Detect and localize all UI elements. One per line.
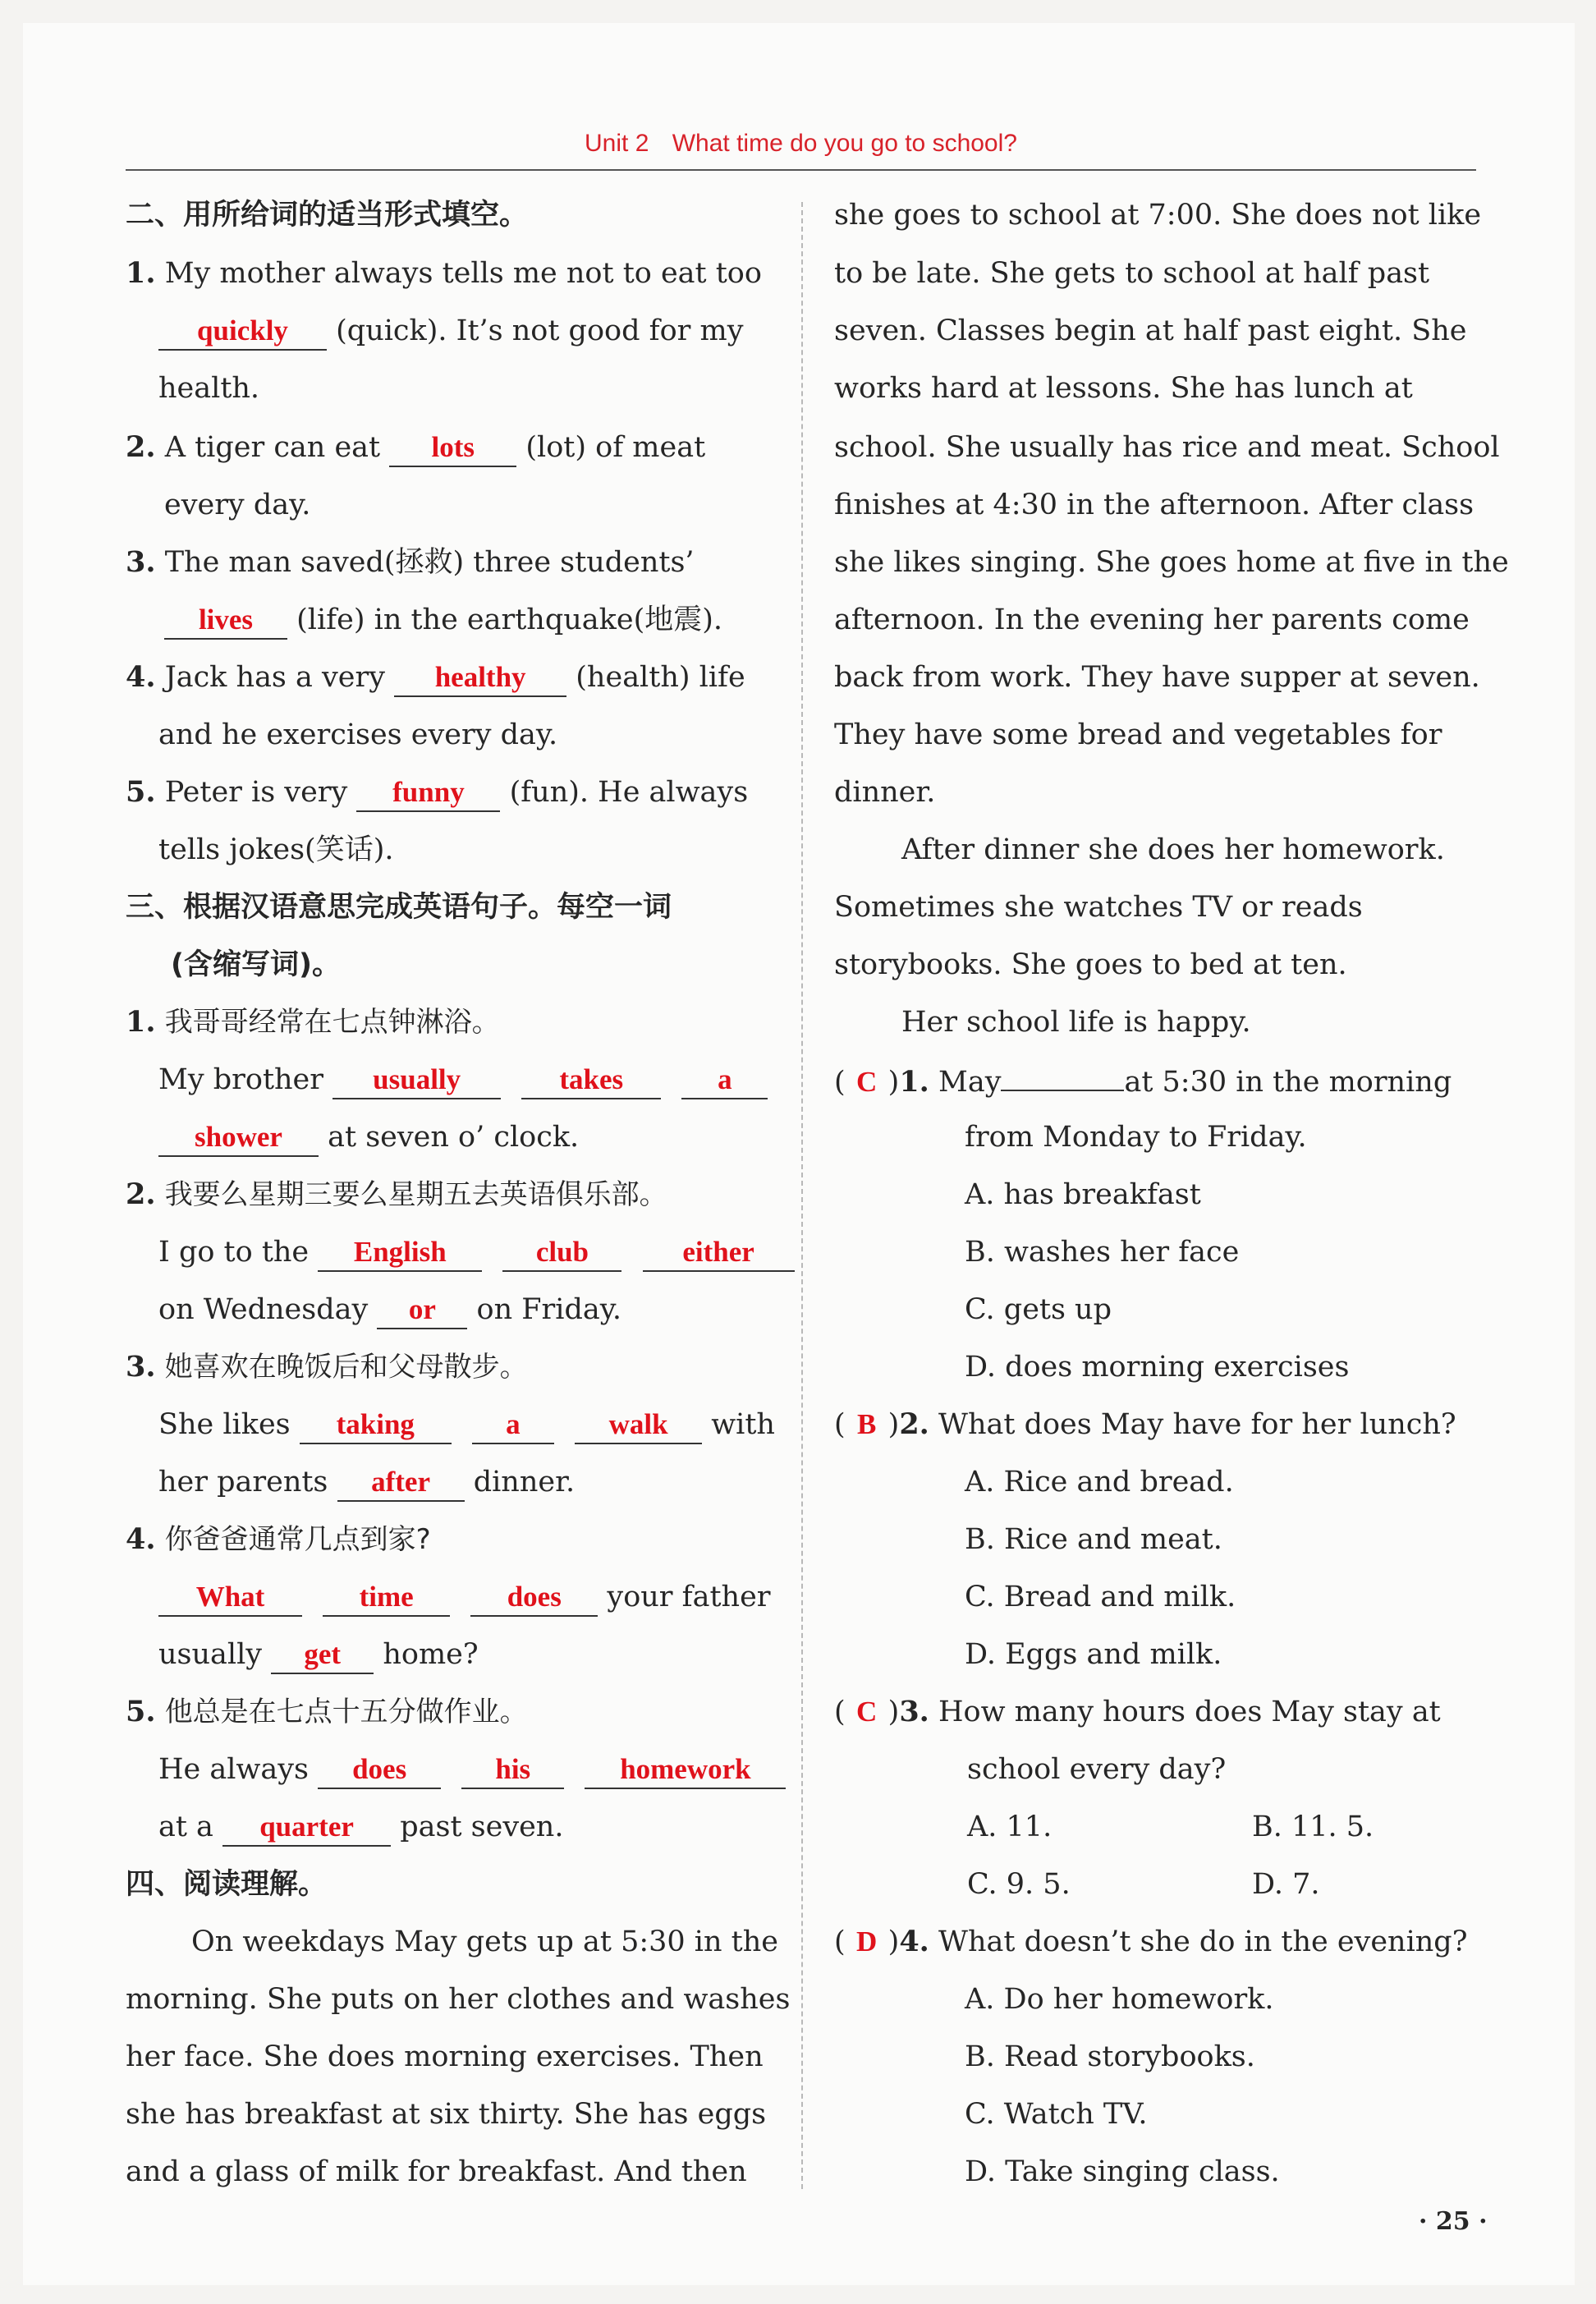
question-text: at seven o’ clock. — [328, 1121, 580, 1154]
passage-line: morning. She puts on her clothes and washes — [126, 1983, 791, 2016]
answer-blank: homework — [585, 1753, 786, 1789]
s2-q4-line2: and he exercises every day. — [158, 718, 558, 751]
question-text: Peter is very — [164, 776, 348, 809]
mc-option: C. gets up — [965, 1293, 1112, 1326]
question-number: 1. — [899, 1065, 929, 1099]
passage-line: she likes singing. She goes home at five in the — [834, 546, 1509, 579]
s3-q2-zh — [126, 1177, 667, 1213]
unit-title: What time do you go to school? — [672, 130, 1017, 157]
s3-q5-zh — [126, 1694, 528, 1730]
question-number: 1. — [126, 1005, 156, 1039]
question-number: 2. — [899, 1407, 929, 1441]
question-text: home? — [383, 1638, 479, 1671]
question-text: A tiger can eat — [164, 431, 381, 464]
question-text: May — [938, 1066, 1002, 1099]
section2-heading: 二、用所给词的适当形式填空。 — [126, 199, 529, 232]
question-text: The man saved(拯救) three students’ — [164, 546, 695, 579]
answer-blank: lots — [389, 431, 516, 467]
s2-q1-line1 — [126, 255, 762, 291]
s2-q5-line2: tells jokes(笑话). — [158, 833, 394, 866]
question-text: her parents — [158, 1466, 328, 1499]
answer-blank: shower — [158, 1121, 319, 1157]
question-text: She likes — [158, 1408, 291, 1441]
passage-line: finishes at 4:30 in the afternoon. After class — [834, 489, 1474, 521]
passage-line: to be late. She gets to school at half past — [834, 257, 1430, 290]
unit-label: Unit 2 — [585, 130, 649, 157]
question-text: your father — [607, 1581, 771, 1613]
question-number: 4. — [126, 1522, 156, 1556]
answer-blank: a — [681, 1063, 768, 1099]
s3-q5-line2 — [158, 1809, 563, 1847]
mc-question-4: ( D )4. What doesn’t she do in the evening? — [834, 1925, 1468, 1958]
mc-answer: C — [856, 1066, 878, 1098]
question-text: at 5:30 in the morning — [1124, 1066, 1452, 1099]
passage-line: After dinner she does her homework. — [901, 833, 1445, 866]
s3-q2-line1 — [158, 1234, 795, 1272]
answer-blank: quickly — [158, 314, 327, 351]
chinese-prompt: 我要么星期三要么星期五去英语俱乐部。 — [164, 1178, 667, 1211]
s3-q2-line2 — [158, 1292, 621, 1329]
passage-line: They have some bread and vegetables for — [834, 718, 1442, 751]
mc-option: D. Eggs and milk. — [965, 1638, 1222, 1671]
mc-option: A. Rice and bread. — [965, 1466, 1234, 1499]
answer-blank: does — [470, 1581, 598, 1617]
passage-line: Her school life is happy. — [901, 1006, 1251, 1039]
answer-blank: lives — [164, 604, 287, 640]
empty-blank — [1001, 1062, 1124, 1091]
section3-heading-cont: (含缩写词)。 — [171, 948, 341, 981]
question-text: on Wednesday — [158, 1293, 369, 1326]
s3-q1-line2 — [158, 1119, 579, 1157]
answer-blank: funny — [356, 776, 500, 812]
s2-q3-line2 — [164, 602, 722, 640]
passage-line: On weekdays May gets up at 5:30 in the — [191, 1925, 778, 1958]
passage-line: school. She usually has rice and meat. School — [834, 431, 1500, 464]
question-number: 5. — [126, 775, 156, 809]
answer-blank: walk — [575, 1408, 702, 1444]
chinese-prompt: 他总是在七点十五分做作业。 — [164, 1696, 528, 1728]
question-text: past seven. — [400, 1811, 564, 1843]
mc-question-3: ( C )3. How many hours does May stay at — [834, 1695, 1441, 1728]
question-text: I go to the — [158, 1236, 310, 1269]
question-text: with — [711, 1408, 775, 1441]
s2-q2-line2: every day. — [164, 489, 311, 521]
question-text: My mother always tells me not to eat too — [164, 257, 762, 290]
page-number: · 25 · — [1419, 2207, 1488, 2236]
s3-q3-zh — [126, 1349, 528, 1385]
answer-blank: takes — [521, 1063, 661, 1099]
mc-option: D. does morning exercises — [965, 1351, 1350, 1384]
answer-blank: taking — [300, 1408, 452, 1444]
question-text: Jack has a very — [164, 661, 385, 694]
chinese-prompt: 你爸爸通常几点到家? — [164, 1523, 431, 1556]
section3-heading: 三、根据汉语意思完成英语句子。每空一词 — [126, 891, 672, 924]
mc-answer: B — [856, 1408, 877, 1440]
s3-q4-line1 — [158, 1579, 771, 1617]
mc-option: B. 11. 5. — [1252, 1811, 1374, 1843]
answer-blank: What — [158, 1581, 302, 1617]
question-text: (fun). He always — [509, 776, 749, 809]
mc-option: A. Do her homework. — [965, 1983, 1274, 2016]
mc-option: C. 9. 5. — [967, 1868, 1071, 1901]
passage-line: seven. Classes begin at half past eight. She — [834, 314, 1467, 347]
s3-q4-line2 — [158, 1636, 479, 1674]
question-text: (health) life — [576, 661, 745, 694]
question-text: school every day? — [967, 1753, 1227, 1786]
s3-q3-line1 — [158, 1407, 775, 1444]
question-text: usually — [158, 1638, 263, 1671]
answer-blank: his — [461, 1753, 564, 1789]
chinese-prompt: 她喜欢在晚饭后和父母散步。 — [164, 1351, 528, 1384]
question-text: What does May have for her lunch? — [938, 1408, 1456, 1441]
answer-blank: club — [502, 1236, 621, 1272]
s2-q1-line3: health. — [158, 372, 260, 405]
question-text: He always — [158, 1753, 309, 1786]
question-text: How many hours does May stay at — [938, 1696, 1441, 1728]
question-text: from Monday to Friday. — [965, 1121, 1307, 1154]
answer-blank: a — [472, 1408, 554, 1444]
question-text: My brother — [158, 1063, 323, 1096]
mc-option: C. Bread and milk. — [965, 1581, 1236, 1613]
question-number: 2. — [126, 430, 156, 464]
question-number: 3. — [899, 1695, 929, 1728]
passage-line: she goes to school at 7:00. She does not like — [834, 199, 1482, 232]
passage-line: her face. She does morning exercises. Then — [126, 2040, 764, 2073]
question-number: 3. — [126, 545, 156, 579]
mc-option: A. has breakfast — [965, 1178, 1201, 1211]
mc-option: B. washes her face — [965, 1236, 1240, 1269]
column-divider — [801, 202, 803, 2189]
s2-q1-line2 — [158, 313, 743, 351]
question-text: (quick). It’s not good for my — [336, 314, 744, 347]
answer-blank: or — [377, 1293, 467, 1329]
question-text: (life) in the earthquake(地震). — [296, 604, 723, 636]
s3-q5-line1 — [158, 1751, 786, 1789]
s3-q3-line2 — [158, 1464, 575, 1502]
mc-question-1: ( C )1. May at 5:30 in the morning — [834, 1062, 1452, 1100]
question-text: on Friday. — [476, 1293, 622, 1326]
mc-answer: C — [856, 1696, 878, 1728]
s3-q4-zh — [126, 1521, 431, 1558]
s2-q3-line1 — [126, 544, 695, 581]
mc-option: D. 7. — [1252, 1868, 1320, 1901]
page-header — [126, 130, 1476, 158]
answer-blank: usually — [332, 1063, 501, 1099]
mc-option: C. Watch TV. — [965, 2098, 1148, 2131]
s2-q4-line1 — [126, 659, 745, 697]
mc-question-2: ( B )2. What does May have for her lunch? — [834, 1407, 1456, 1441]
answer-blank: English — [318, 1236, 482, 1272]
passage-line: storybooks. She goes to bed at ten. — [834, 948, 1347, 981]
question-text: (lot) of meat — [525, 431, 706, 464]
passage-line: she has breakfast at six thirty. She has eggs — [126, 2098, 767, 2131]
mc-option: B. Rice and meat. — [965, 1523, 1222, 1556]
answer-blank: either — [643, 1236, 795, 1272]
s3-q1-zh — [126, 1004, 500, 1040]
answer-blank: time — [323, 1581, 450, 1617]
question-number: 3. — [126, 1350, 156, 1384]
s3-q1-line1 — [158, 1062, 768, 1099]
answer-blank: quarter — [222, 1811, 391, 1847]
passage-line: dinner. — [834, 776, 936, 809]
header-rule — [126, 169, 1476, 171]
passage-line: Sometimes she watches TV or reads — [834, 891, 1363, 924]
question-number: 4. — [899, 1925, 929, 1958]
workbook-page — [23, 23, 1575, 2285]
mc-option: A. 11. — [967, 1811, 1053, 1843]
question-text: dinner. — [473, 1466, 576, 1499]
passage-line: back from work. They have supper at seven. — [834, 661, 1480, 694]
passage-line: afternoon. In the evening her parents come — [834, 604, 1470, 636]
passage-line: and a glass of milk for breakfast. And then — [126, 2155, 747, 2188]
question-text: at a — [158, 1811, 213, 1843]
s2-q2-line1 — [126, 429, 705, 467]
answer-blank: after — [337, 1466, 465, 1502]
answer-blank: does — [318, 1753, 441, 1789]
s2-q5-line1 — [126, 774, 748, 812]
mc-answer: D — [856, 1925, 878, 1957]
question-text: What doesn’t she do in the evening? — [938, 1925, 1468, 1958]
section4-heading: 四、阅读理解。 — [126, 1868, 328, 1901]
mc-option: B. Read storybooks. — [965, 2040, 1255, 2073]
question-number: 5. — [126, 1695, 156, 1728]
question-number: 1. — [126, 256, 156, 290]
passage-line: works hard at lessons. She has lunch at — [834, 372, 1413, 405]
mc-option: D. Take singing class. — [965, 2155, 1280, 2188]
question-number: 2. — [126, 1177, 156, 1211]
chinese-prompt: 我哥哥经常在七点钟淋浴。 — [164, 1006, 500, 1039]
question-number: 4. — [126, 660, 156, 694]
answer-blank: healthy — [394, 661, 566, 697]
answer-blank: get — [271, 1638, 374, 1674]
